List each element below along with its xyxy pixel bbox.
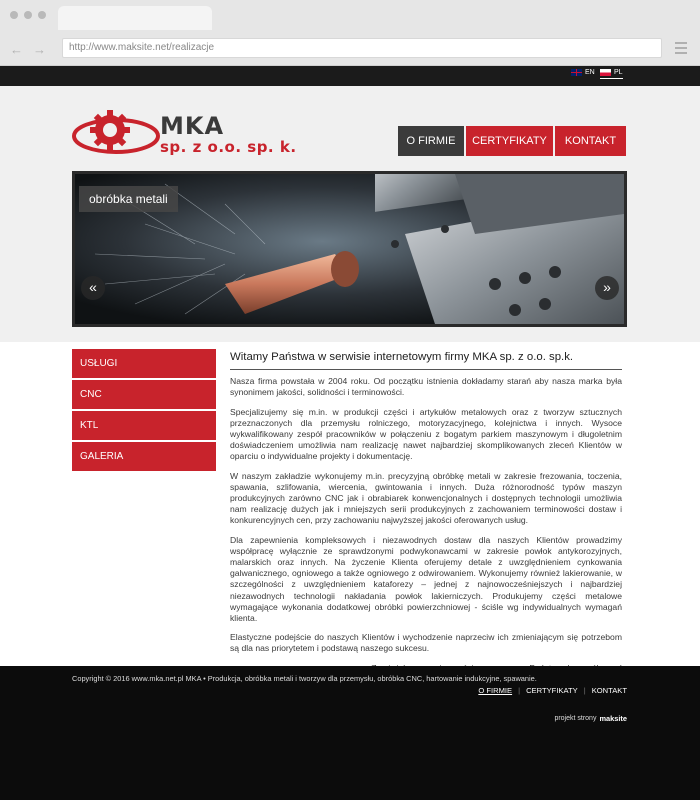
flag-uk-icon: [571, 69, 582, 76]
language-label: EN: [585, 69, 595, 76]
designer-credit[interactable]: [554, 714, 627, 723]
browser-tab[interactable]: [58, 6, 212, 30]
paragraph: Elastyczne podejście do naszych Klientów i wychodzenie naprzeciw ich zmieniającym się potrzebom są dla nas priorytetem i podstawą naszego sukcesu.: [230, 632, 622, 654]
language-label: PL: [614, 69, 623, 76]
nav-kontakt[interactable]: KONTAKT: [555, 126, 626, 156]
double-chevron-left-icon[interactable]: «: [81, 276, 105, 300]
forward-arrow-icon[interactable]: →: [33, 42, 46, 57]
paragraph: Dla zapewnienia kompleksowych i niezawodnych dostaw dla naszych Klientów prowadzimy współpracę wyłącznie ze sprawdzonymi podwykonawcami w zakresie powłok antykorozyjnych, malarskich oraz innych. Na życzenie Klienta oferujemy detale z uwzględnieniem cynkowania galwanicznego, ogniowego a także ogniowego z odwirowaniem. Wykonujemy również lakierowanie, w szczególności z uwzględnieniem kataforezy – jednej z najnowocześniejszych i najbardziej niezawodnych technologii nakładania powłok lakierniczych. Produkujemy części metalowe wymagające wykonania dodatkowej obróbki powierzchniowej - ściśle wg indywidualnych wymagań klienta.: [230, 534, 622, 624]
paragraph: Nasza firma powstała w 2004 roku. Od początku istnienia dokładamy starań aby nasza marka była synonimem jakości, solidności i terminowości.: [230, 376, 622, 398]
sidebar-item-galeria[interactable]: GALERIA: [72, 442, 216, 471]
footer-navigation: [478, 686, 627, 695]
site-header: [0, 86, 700, 342]
gear-logo-icon: [72, 108, 162, 158]
footer-link-certyfikaty[interactable]: CERTYFIKATY: [526, 686, 578, 695]
browser-toolbar: [0, 0, 700, 66]
window-dot[interactable]: [38, 11, 46, 19]
sidebar-item-cnc[interactable]: CNC: [72, 380, 216, 409]
paragraph: Specjalizujemy się m.in. w produkcji części i artykułów metalowych oraz z tworzyw sztucznych przeznaczonych dla przemysłu rolniczego, motoryzacyjnego, kolejnictwa i innych. Wysoce wykwalifikowany zespół pracowników w połączeniu z bogatym parkiem maszynowym i długoletnim doświadczeniem umożliwia nam realizację nawet najbardziej skomplikowanych zleceń Klientów w oparciu o indywidualne projekty i dokumentację.: [230, 406, 622, 462]
back-arrow-icon[interactable]: ←: [10, 42, 23, 57]
footer-link-o-firmie[interactable]: O FIRMIE: [478, 686, 513, 695]
company-logo[interactable]: [72, 108, 302, 158]
slide-caption: obróbka metali: [79, 186, 178, 212]
page-title: Witamy Państwa w serwisie internetowym firmy MKA sp. z o.o. sp.k.: [230, 352, 622, 370]
main-navigation: [398, 126, 626, 156]
separator: |: [583, 686, 586, 695]
logo-subtitle: sp. z o.o. sp. k.: [160, 138, 297, 156]
maksite-logo: maksite: [599, 714, 627, 723]
window-dot[interactable]: [24, 11, 32, 19]
image-slider: [72, 171, 627, 327]
address-bar[interactable]: http://www.maksite.net/realizacje: [62, 38, 662, 58]
separator: |: [518, 686, 521, 695]
paragraph: W naszym zakładzie wykonujemy m.in. precyzyjną obróbkę metali w zakresie frezowania, toczenia, spawania, szlifowania, wiercenia, gwintowania i innych. Duża różnorodność typów maszyn produkcyjnych zarówno CNC jak i obrabiarek konwencjonalnych i dostępnych technologii umożliwia nam realizację dużych jak i mniejszych serii produkcyjnych z zachowaniem terminowości dostaw i konkurencyjnych cen, przy zachowaniu najwyższej jakości oferowanych usług.: [230, 470, 622, 526]
site-footer: [0, 666, 700, 800]
footer-link-kontakt[interactable]: KONTAKT: [591, 686, 627, 695]
main-content: [230, 352, 622, 682]
menu-icon[interactable]: [675, 42, 687, 57]
nav-o-firmie[interactable]: O FIRMIE: [398, 126, 464, 156]
sidebar-item-uslugi[interactable]: USŁUGI: [72, 349, 216, 378]
language-pl[interactable]: [600, 69, 623, 79]
nav-certyfikaty[interactable]: CERTYFIKATY: [466, 126, 553, 156]
copyright-text: Copyright © 2016 www.mka.net.pl MKA • Produkcja, obróbka metali i tworzyw dla przemysłu, obróbka CNC, hartowanie indukcyjne, spawanie.: [72, 674, 537, 683]
sidebar-menu: [72, 349, 216, 473]
double-chevron-right-icon[interactable]: »: [595, 276, 619, 300]
language-bar: [0, 66, 700, 86]
window-dot[interactable]: [10, 11, 18, 19]
flag-pl-icon: [600, 69, 611, 76]
language-en[interactable]: [571, 69, 595, 78]
window-controls: [10, 11, 46, 19]
credit-label: projekt strony: [554, 715, 597, 722]
logo-title: MKA: [160, 112, 225, 140]
history-nav: [10, 42, 46, 57]
sidebar-item-ktl[interactable]: KTL: [72, 411, 216, 440]
